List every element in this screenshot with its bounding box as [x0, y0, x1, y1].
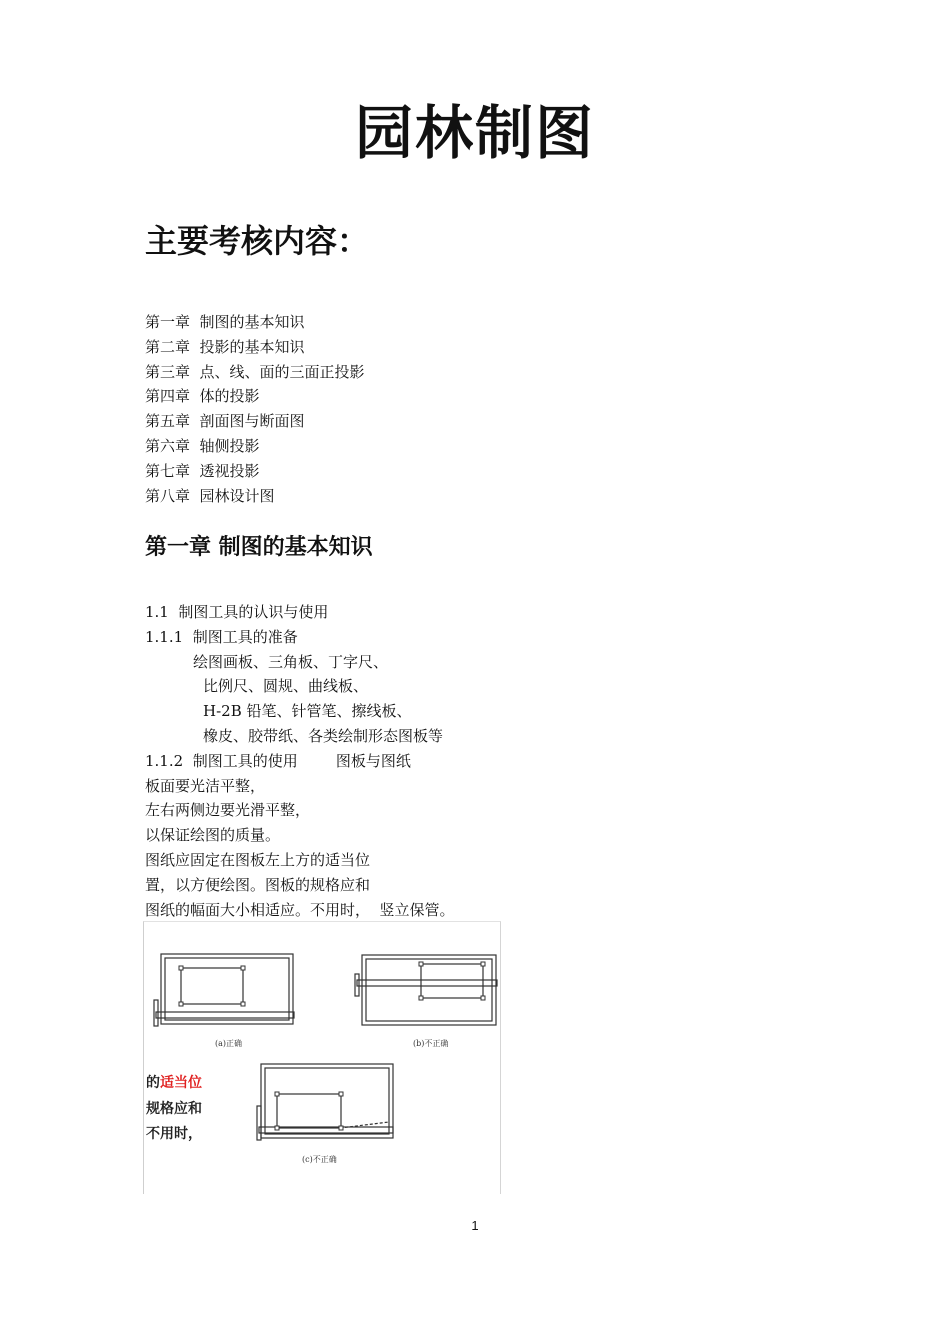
document-title: 园林制图 — [354, 99, 595, 167]
section-1-1: 1.1 制图工具的认识与使用 — [145, 603, 329, 621]
figure-side-text-3: 不用时， — [146, 1126, 202, 1142]
page-number: 1 — [471, 1218, 479, 1233]
caption-b: (b)不正确 — [413, 1039, 449, 1048]
toc-item: 第七章 透视投影 — [145, 461, 260, 480]
toc-item: 第五章 剖面图与断面图 — [145, 412, 305, 431]
caption-a: (a)正确 — [215, 1039, 243, 1048]
section-heading: 主要考核内容： — [145, 222, 370, 260]
toc-item: 第一章 制图的基本知识 — [145, 313, 305, 331]
tsquare-c-head — [257, 1106, 261, 1140]
paragraph-line: 图纸的幅面大小相适应。不用时， 竖立保管。 — [145, 900, 455, 919]
body-text — [145, 600, 455, 922]
paragraph-line: 以保证绘图的质量。 — [145, 826, 281, 845]
paper-a — [181, 968, 243, 1004]
drawing-board-figure — [143, 921, 501, 1194]
paragraph-line: 板面要光洁平整， — [145, 776, 266, 795]
chapter-heading: 第一章 制图的基本知识 — [145, 535, 373, 560]
paragraph-line: 图纸应固定在图板左上方的适当位 — [145, 850, 371, 869]
toc-item: 第三章 点、线、面的三面正投影 — [145, 362, 365, 381]
highlighted-text: 适当位 — [160, 1075, 202, 1091]
paragraph-line: 左右两侧边要光滑平整， — [145, 801, 311, 820]
paper-c — [277, 1094, 341, 1128]
tool-line: 绘图画板、三角板、丁字尺、 — [193, 652, 389, 671]
toc-item: 第六章 轴侧投影 — [145, 436, 260, 455]
paragraph-line: 置，以方便绘图。图板的规格应和 — [145, 875, 371, 894]
tsquare-a-blade — [156, 1012, 294, 1018]
board-a-inner — [165, 958, 289, 1020]
board-b-outer — [362, 955, 496, 1025]
figure-side-text-2: 规格应和 — [146, 1101, 202, 1117]
section-1-1-2: 1.1.2 制图工具的使用 图板与图纸 — [145, 751, 411, 770]
section-1-1-1: 1.1.1 制图工具的准备 — [145, 627, 298, 646]
board-b-inner — [366, 959, 492, 1021]
paper-b — [421, 964, 483, 998]
figure-side-text-1: 的适当位 — [146, 1075, 202, 1091]
tool-line: 比例尺、圆规、曲线板、 — [203, 677, 369, 696]
table-of-contents — [145, 310, 365, 508]
caption-c: (c)不正确 — [302, 1155, 337, 1164]
toc-item: 第四章 体的投影 — [145, 387, 260, 406]
toc-item: 第八章 园林设计图 — [145, 486, 275, 505]
tool-line: 橡皮、胶带纸、各类绘制形态图板等 — [203, 726, 444, 745]
toc-item: 第二章 投影的基本知识 — [145, 337, 305, 356]
tsquare-b-blade — [357, 980, 497, 986]
tool-line: H-2B 铅笔、针管笔、擦线板、 — [203, 702, 412, 721]
